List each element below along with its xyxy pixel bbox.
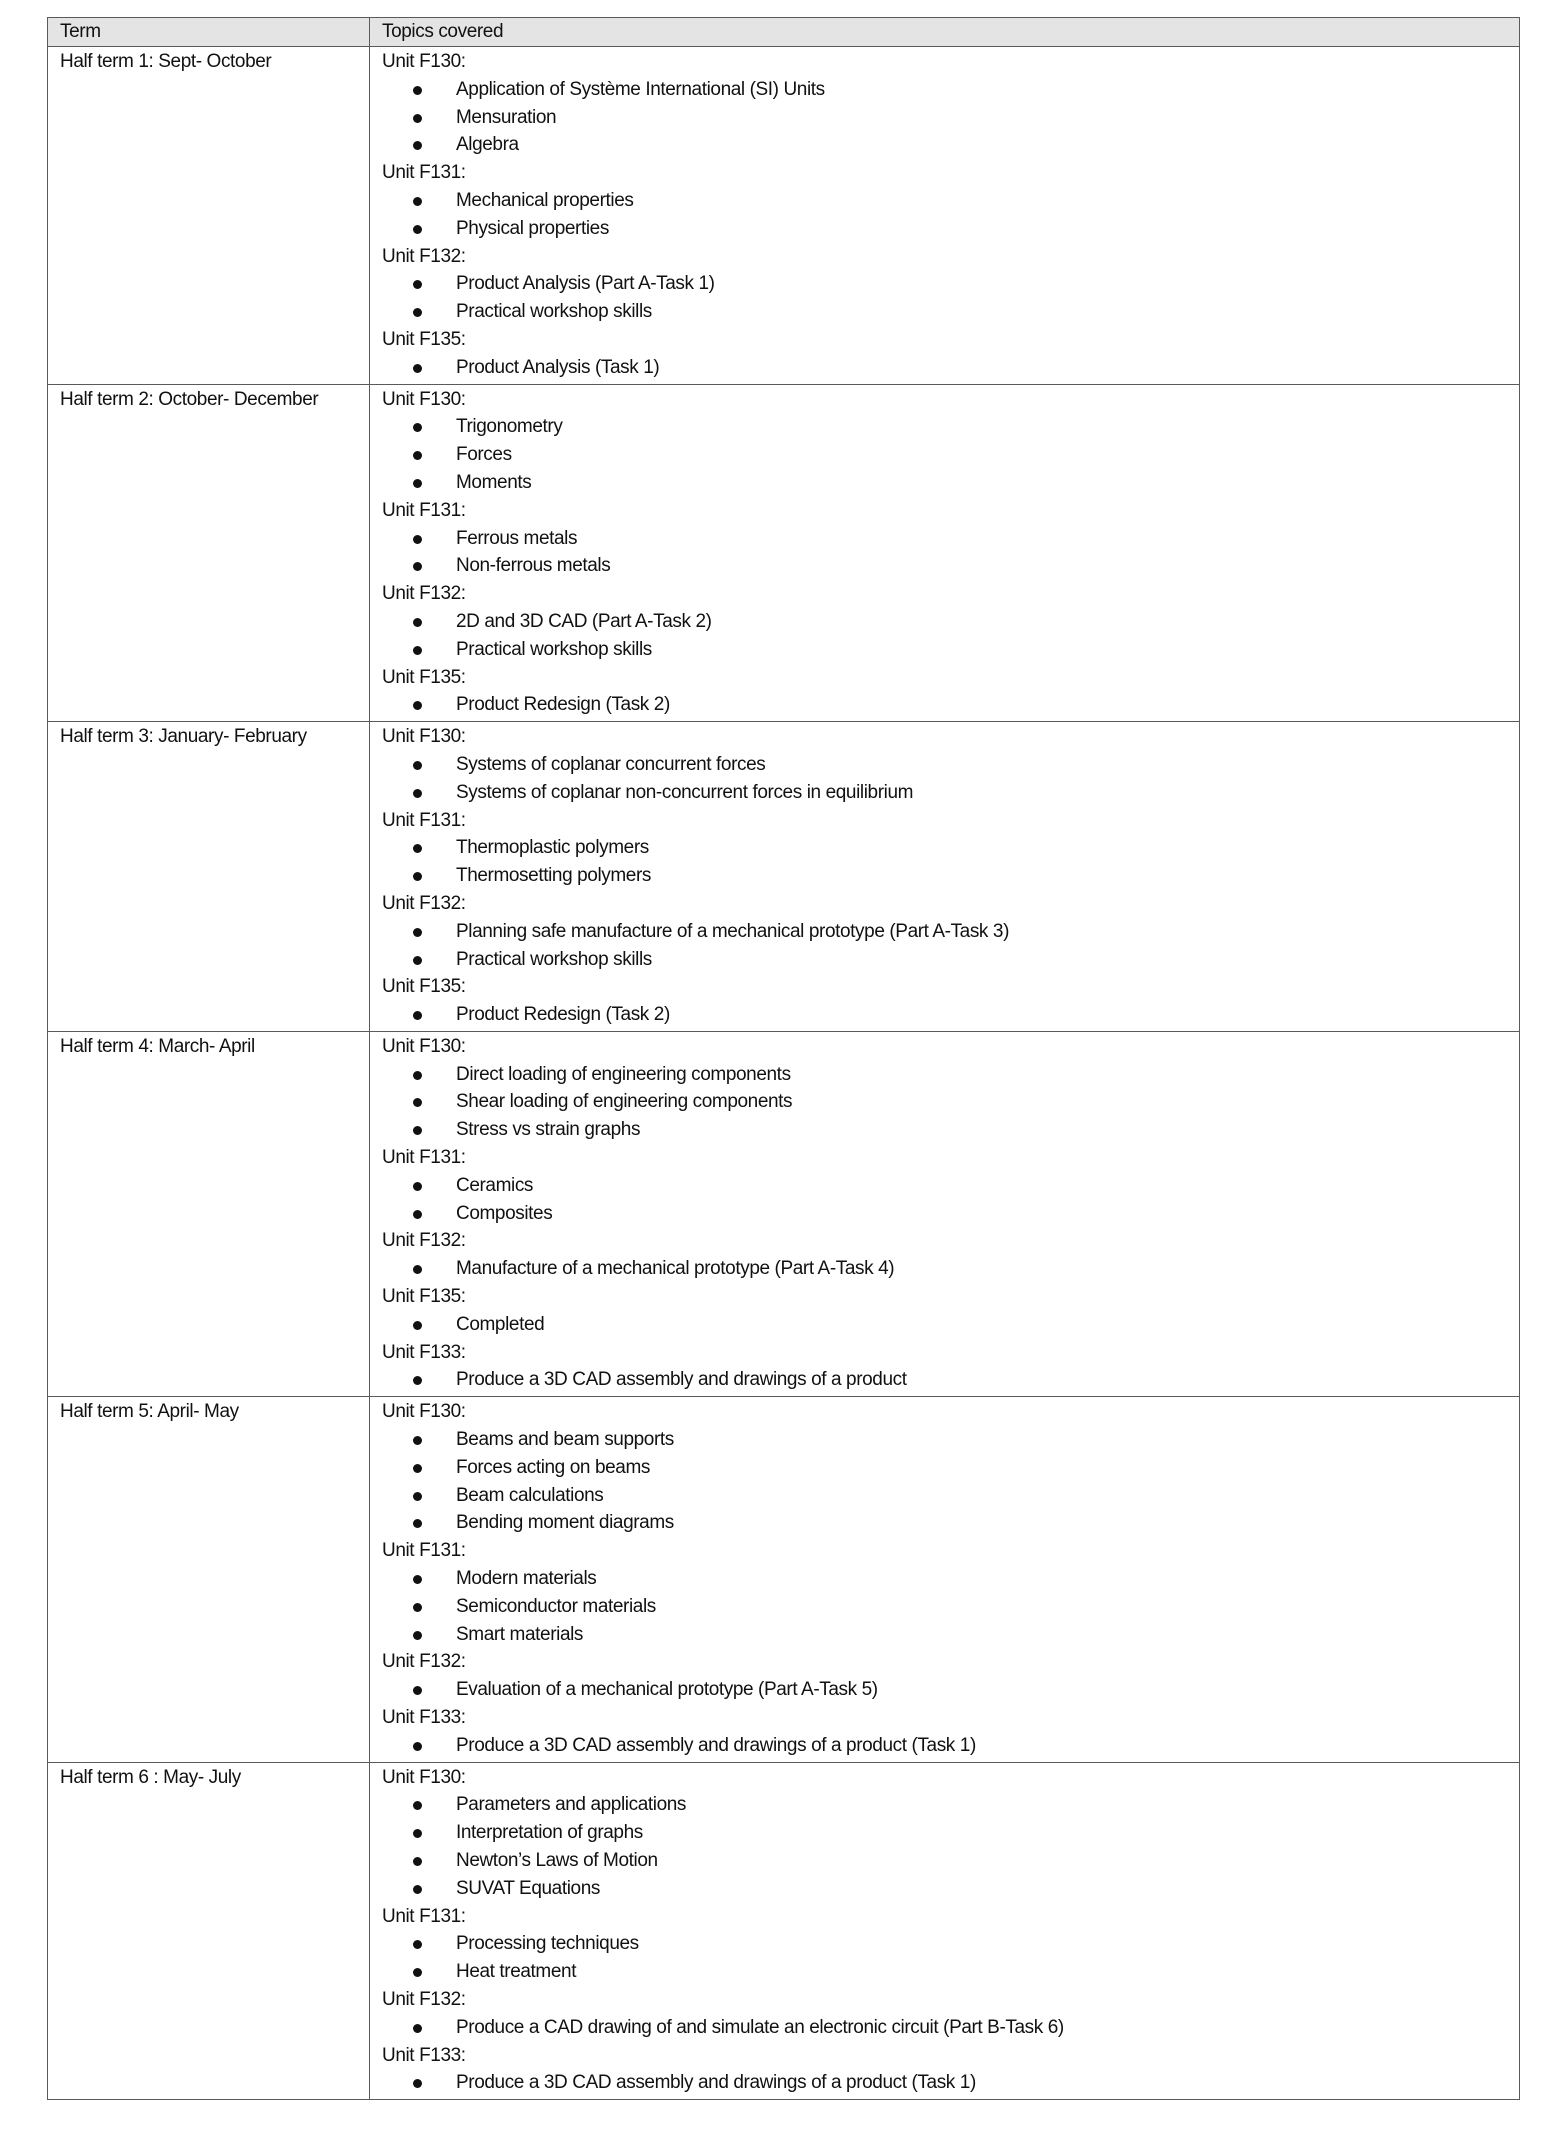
topic-text: Evaluation of a mechanical prototype (Part A-Task 5) xyxy=(456,1679,878,1701)
topic-text: Moments xyxy=(456,471,532,493)
topics-cell xyxy=(370,1397,1520,1762)
topic-list-item xyxy=(382,1001,1519,1029)
topic-text: Semiconductor materials xyxy=(456,1595,656,1617)
topic-list-item xyxy=(382,441,1519,469)
unit-label: Unit F135: xyxy=(382,976,466,998)
unit-label: Unit F133: xyxy=(382,2044,466,2066)
bullet-icon xyxy=(413,928,422,937)
unit-label: Unit F131: xyxy=(382,809,466,831)
topic-text: Forces xyxy=(456,444,512,466)
unit-label: Unit F131: xyxy=(382,1147,466,1169)
table-row xyxy=(48,722,1520,1032)
topic-text: Systems of coplanar concurrent forces xyxy=(456,753,766,775)
unit-label: Unit F132: xyxy=(382,1988,466,2010)
topic-list-item xyxy=(382,76,1519,104)
bullet-icon xyxy=(413,1098,422,1107)
topic-text: Product Redesign (Task 2) xyxy=(456,1004,670,1026)
bullet-icon xyxy=(413,308,422,317)
topic-list-item xyxy=(382,1311,1519,1339)
topic-text: Interpretation of graphs xyxy=(456,1822,643,1844)
topic-list-item xyxy=(382,636,1519,664)
topics-cell xyxy=(370,1031,1520,1396)
topic-list-item xyxy=(382,469,1519,497)
topic-list-item xyxy=(382,1593,1519,1621)
topic-text: Smart materials xyxy=(456,1623,584,1645)
topic-text: Produce a 3D CAD assembly and drawings of a product xyxy=(456,1369,907,1391)
topic-text: Produce a 3D CAD assembly and drawings of a product (Task 1) xyxy=(456,1734,976,1756)
topic-text: Forces acting on beams xyxy=(456,1456,650,1478)
term-cell: Half term 1: Sept- October xyxy=(48,47,370,385)
bullet-icon xyxy=(413,1603,422,1612)
bullet-icon xyxy=(413,1126,422,1135)
topic-list-item xyxy=(382,1958,1519,1986)
topic-text: Thermoplastic polymers xyxy=(456,837,649,859)
unit-label: Unit F135: xyxy=(382,666,466,688)
topic-list-item xyxy=(382,104,1519,132)
topic-list-item xyxy=(382,1255,1519,1283)
topic-text: Direct loading of engineering components xyxy=(456,1063,791,1085)
topic-text: Mensuration xyxy=(456,106,557,128)
topic-text: SUVAT Equations xyxy=(456,1877,600,1899)
topic-list-item xyxy=(382,354,1519,382)
topic-list-item xyxy=(382,298,1519,326)
bullet-icon xyxy=(413,1182,422,1191)
unit-label: Unit F130: xyxy=(382,726,466,748)
bullet-icon xyxy=(413,197,422,206)
topic-text: Product Analysis (Part A-Task 1) xyxy=(456,273,715,295)
topic-list-item xyxy=(382,2014,1519,2042)
topic-text: Manufacture of a mechanical prototype (Part A-Task 4) xyxy=(456,1258,895,1280)
header-topics: Topics covered xyxy=(370,18,1520,47)
topic-text: Mechanical properties xyxy=(456,189,634,211)
topic-list-item xyxy=(382,525,1519,553)
topic-list-item xyxy=(382,1482,1519,1510)
topic-text: Practical workshop skills xyxy=(456,638,652,660)
topic-list-item xyxy=(382,1426,1519,1454)
topics-cell xyxy=(370,1762,1520,2100)
topic-text: Planning safe manufacture of a mechanical prototype (Part A-Task 3) xyxy=(456,920,1010,942)
curriculum-table xyxy=(47,17,1520,2100)
topic-text: Product Redesign (Task 2) xyxy=(456,694,670,716)
unit-label: Unit F132: xyxy=(382,245,466,267)
topic-list-item xyxy=(382,552,1519,580)
bullet-icon xyxy=(413,2079,422,2088)
bullet-icon xyxy=(413,789,422,798)
topic-text: Non-ferrous metals xyxy=(456,555,611,577)
table-row xyxy=(48,1397,1520,1762)
topics-cell xyxy=(370,384,1520,722)
topic-text: 2D and 3D CAD (Part A-Task 2) xyxy=(456,610,712,632)
topic-list-item xyxy=(382,1930,1519,1958)
topic-text: Ceramics xyxy=(456,1174,534,1196)
bullet-icon xyxy=(413,1210,422,1219)
topic-text: Thermosetting polymers xyxy=(456,865,651,887)
topic-text: Composites xyxy=(456,1202,553,1224)
topic-list-item xyxy=(382,1172,1519,1200)
bullet-icon xyxy=(413,1686,422,1695)
bullet-icon xyxy=(413,701,422,710)
bullet-icon xyxy=(413,2024,422,2033)
bullet-icon xyxy=(413,1321,422,1330)
table-row xyxy=(48,1762,1520,2100)
bullet-icon xyxy=(413,1575,422,1584)
topic-list-item xyxy=(382,187,1519,215)
topic-list-item xyxy=(382,215,1519,243)
table-row xyxy=(48,1031,1520,1396)
topic-text: Practical workshop skills xyxy=(456,301,652,323)
topic-text: Practical workshop skills xyxy=(456,948,652,970)
bullet-icon xyxy=(413,114,422,123)
topic-list-item xyxy=(382,1061,1519,1089)
term-cell: Half term 6 : May- July xyxy=(48,1762,370,2100)
unit-label: Unit F131: xyxy=(382,1540,466,1562)
unit-label: Unit F132: xyxy=(382,1651,466,1673)
topic-text: Modern materials xyxy=(456,1568,597,1590)
topic-text: Processing techniques xyxy=(456,1933,639,1955)
bullet-icon xyxy=(413,761,422,770)
topic-list-item xyxy=(382,1200,1519,1228)
unit-label: Unit F131: xyxy=(382,162,466,184)
unit-label: Unit F131: xyxy=(382,1905,466,1927)
topic-list-item xyxy=(382,131,1519,159)
topics-cell xyxy=(370,722,1520,1032)
topic-list-item xyxy=(382,2069,1519,2097)
topic-list-item xyxy=(382,751,1519,779)
bullet-icon xyxy=(413,1742,422,1751)
topic-text: Algebra xyxy=(456,134,519,156)
topic-list-item xyxy=(382,946,1519,974)
topic-list-item xyxy=(382,1116,1519,1144)
bullet-icon xyxy=(413,1940,422,1949)
unit-label: Unit F135: xyxy=(382,1286,466,1308)
topic-text: Trigonometry xyxy=(456,416,563,438)
bullet-icon xyxy=(413,956,422,965)
topic-list-item xyxy=(382,862,1519,890)
topic-text: Newton’s Laws of Motion xyxy=(456,1850,658,1871)
bullet-icon xyxy=(413,1265,422,1274)
unit-label: Unit F133: xyxy=(382,1707,466,1729)
topic-text: Physical properties xyxy=(456,217,609,239)
bullet-icon xyxy=(413,1436,422,1445)
unit-label: Unit F130: xyxy=(382,1766,466,1788)
unit-label: Unit F130: xyxy=(382,51,466,72)
topic-list-item xyxy=(382,834,1519,862)
bullet-icon xyxy=(413,1885,422,1894)
topic-text: Produce a 3D CAD assembly and drawings of a product (Task 1) xyxy=(456,2072,976,2094)
bullet-icon xyxy=(413,364,422,373)
bullet-icon xyxy=(413,618,422,627)
unit-label: Unit F132: xyxy=(382,1230,466,1252)
bullet-icon xyxy=(413,225,422,234)
bullet-icon xyxy=(413,1011,422,1020)
unit-label: Unit F130: xyxy=(382,1401,466,1423)
topic-list-item xyxy=(382,1819,1519,1847)
topic-text: Stress vs strain graphs xyxy=(456,1119,641,1141)
topic-text: Produce a CAD drawing of and simulate an electronic circuit (Part B-Task 6) xyxy=(456,2016,1064,2038)
table-body xyxy=(48,47,1520,2100)
unit-label: Unit F130: xyxy=(382,1035,466,1057)
topic-text: Ferrous metals xyxy=(456,527,578,549)
topic-list-item xyxy=(382,691,1519,719)
header-row xyxy=(48,18,1520,47)
topic-text: Beams and beam supports xyxy=(456,1429,674,1451)
topic-text: Beam calculations xyxy=(456,1484,604,1506)
bullet-icon xyxy=(413,562,422,571)
unit-label: Unit F135: xyxy=(382,328,466,350)
topic-list-item xyxy=(382,1088,1519,1116)
unit-label: Unit F133: xyxy=(382,1341,466,1363)
topic-text: Parameters and applications xyxy=(456,1794,687,1816)
topic-text: Systems of coplanar non-concurrent forces in equilibrium xyxy=(456,781,914,803)
bullet-icon xyxy=(413,1857,422,1866)
unit-label: Unit F132: xyxy=(382,892,466,914)
unit-label: Unit F132: xyxy=(382,583,466,605)
bullet-icon xyxy=(413,1829,422,1838)
bullet-icon xyxy=(413,479,422,488)
topic-text: Bending moment diagrams xyxy=(456,1512,674,1534)
bullet-icon xyxy=(413,1631,422,1640)
topic-list-item xyxy=(382,1565,1519,1593)
topic-list-item xyxy=(382,1366,1519,1394)
topic-text: Completed xyxy=(456,1313,545,1335)
topic-list-item xyxy=(382,779,1519,807)
topic-list-item xyxy=(382,1875,1519,1903)
table-row xyxy=(48,384,1520,722)
topic-text: Application of Système International (SI) Units xyxy=(456,78,825,100)
term-cell: Half term 4: March- April xyxy=(48,1031,370,1396)
topic-text: Heat treatment xyxy=(456,1961,577,1983)
table-row xyxy=(48,47,1520,385)
topic-list-item xyxy=(382,1847,1519,1875)
bullet-icon xyxy=(413,1071,422,1080)
topic-text: Shear loading of engineering components xyxy=(456,1091,793,1113)
topic-list-item xyxy=(382,270,1519,298)
bullet-icon xyxy=(413,844,422,853)
bullet-icon xyxy=(413,1464,422,1473)
bullet-icon xyxy=(413,451,422,460)
bullet-icon xyxy=(413,1376,422,1385)
topics-cell xyxy=(370,47,1520,385)
topic-list-item xyxy=(382,1732,1519,1760)
topic-list-item xyxy=(382,918,1519,946)
topic-list-item xyxy=(382,1676,1519,1704)
term-cell: Half term 3: January- February xyxy=(48,722,370,1032)
bullet-icon xyxy=(413,86,422,95)
header-term: Term xyxy=(48,18,370,47)
bullet-icon xyxy=(413,141,422,150)
term-cell: Half term 2: October- December xyxy=(48,384,370,722)
bullet-icon xyxy=(413,646,422,655)
topic-list-item xyxy=(382,1791,1519,1819)
bullet-icon xyxy=(413,280,422,289)
topic-text: Product Analysis (Task 1) xyxy=(456,356,660,378)
topic-list-item xyxy=(382,1454,1519,1482)
bullet-icon xyxy=(413,1519,422,1528)
topic-list-item xyxy=(382,1621,1519,1649)
bullet-icon xyxy=(413,872,422,881)
bullet-icon xyxy=(413,535,422,544)
topic-list-item xyxy=(382,608,1519,636)
bullet-icon xyxy=(413,1968,422,1977)
unit-label: Unit F131: xyxy=(382,499,466,521)
unit-label: Unit F130: xyxy=(382,388,466,410)
bullet-icon xyxy=(413,1801,422,1810)
bullet-icon xyxy=(413,423,422,432)
bullet-icon xyxy=(413,1492,422,1501)
topic-list-item xyxy=(382,1509,1519,1537)
topic-list-item xyxy=(382,413,1519,441)
term-cell: Half term 5: April- May xyxy=(48,1397,370,1762)
